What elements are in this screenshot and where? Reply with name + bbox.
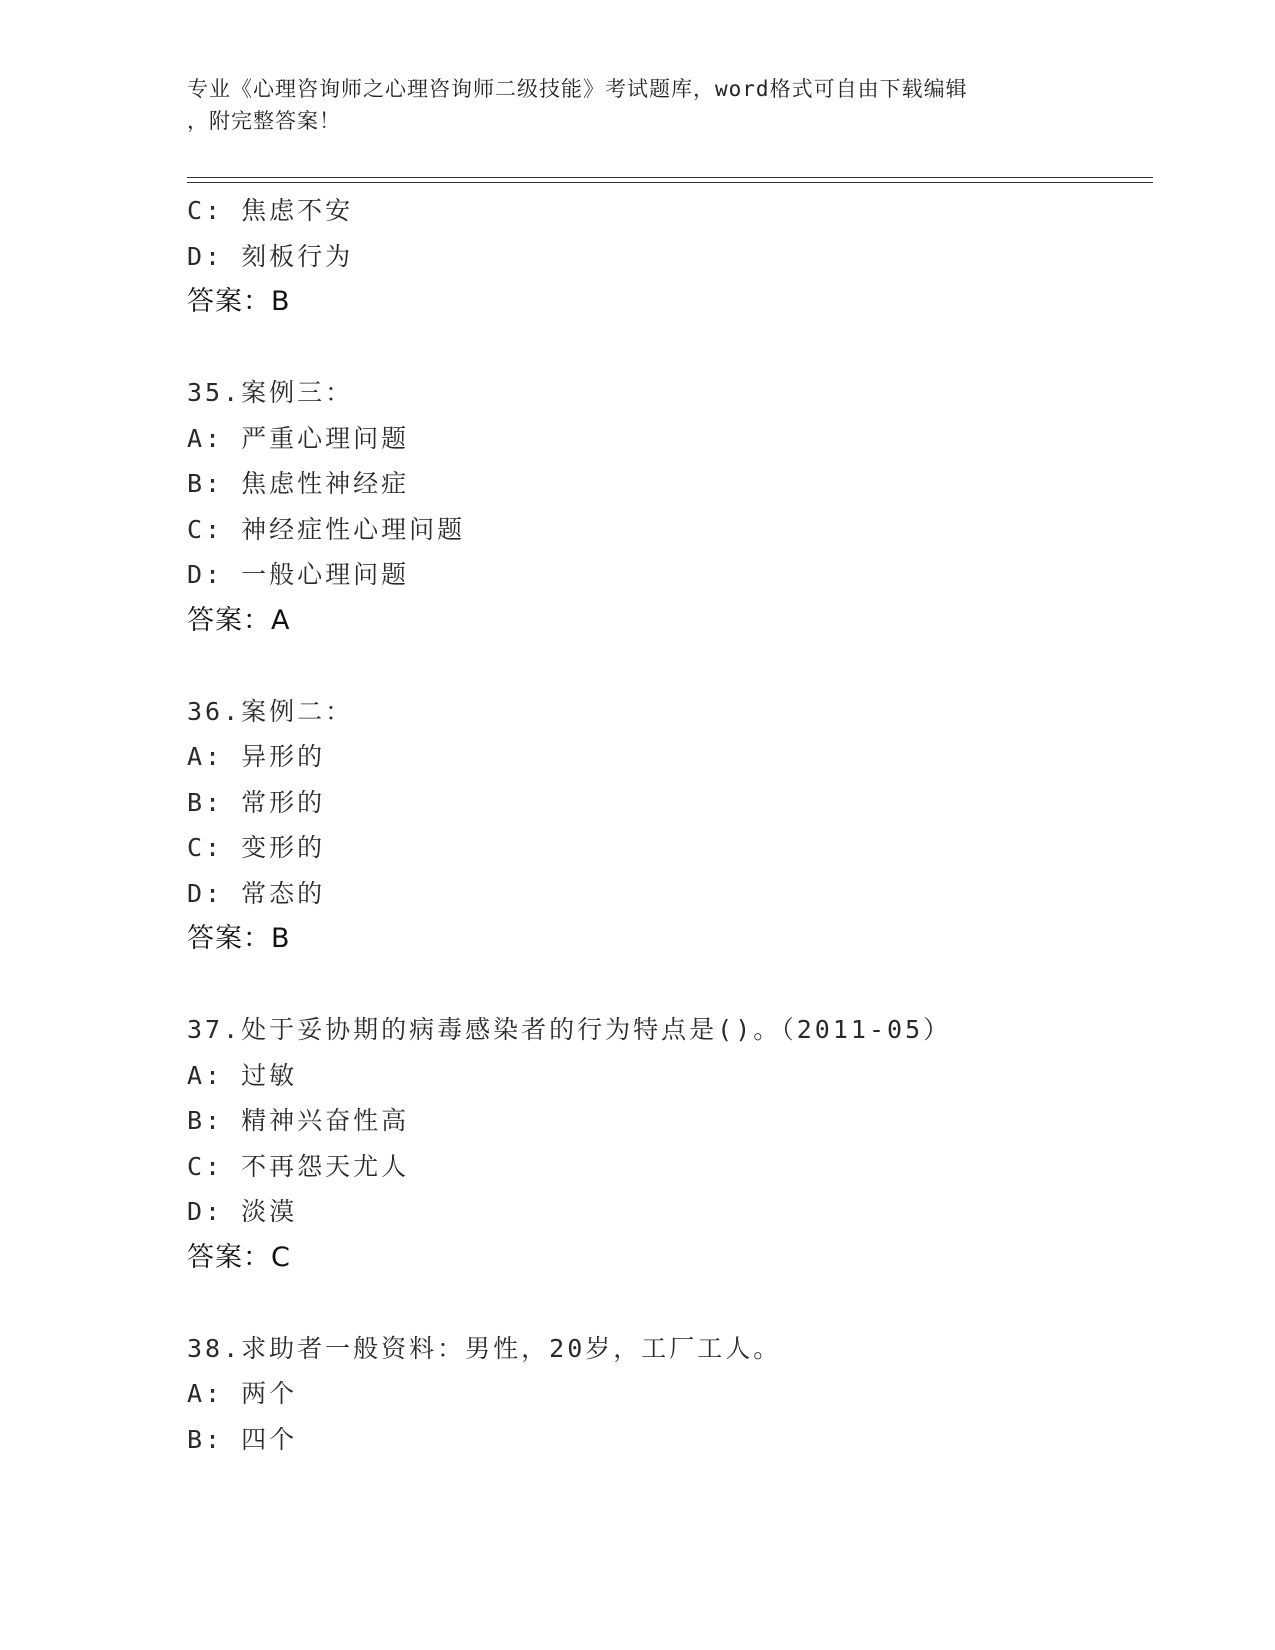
header-title-line-1: 专业《心理咨询师之心理咨询师二级技能》考试题库，word格式可自由下载编辑 [187, 77, 968, 101]
option-b: B: 精神兴奋性高 [187, 1106, 410, 1135]
option-d: D: 刻板行为 [187, 241, 354, 271]
header-divider-bottom [187, 182, 1153, 183]
option-c: C: 变形的 [187, 833, 326, 862]
document-header [187, 73, 1087, 137]
option-a: A: 严重心理问题 [187, 423, 410, 453]
header-title-line-2: ，附完整答案！ [187, 109, 341, 133]
option-d: D: 一般心理问题 [187, 560, 410, 589]
option-a: A: 异形的 [187, 742, 326, 771]
header-divider-top [187, 177, 1153, 178]
option-c: C: 神经症性心理问题 [187, 514, 466, 544]
question-38: 38.求助者一般资料：男性，20岁，工厂工人。 [187, 1333, 782, 1363]
option-d: D: 常态的 [187, 878, 326, 908]
spacer [187, 643, 1147, 689]
question-36: 36.案例二： [187, 696, 354, 726]
option-a: A: 两个 [187, 1379, 298, 1408]
option-c: C: 焦虑不安 [187, 196, 354, 225]
answer-line: 答案：A [187, 604, 291, 636]
option-c: C: 不再怨天尤人 [187, 1151, 410, 1181]
spacer [187, 325, 1147, 371]
question-list [187, 188, 1147, 1462]
option-b: B: 常形的 [187, 787, 326, 817]
option-a: A: 过敏 [187, 1060, 298, 1090]
answer-line: 答案：C [187, 1241, 291, 1273]
option-b: B: 四个 [187, 1424, 298, 1454]
spacer [187, 1280, 1147, 1326]
answer-line: 答案：B [187, 286, 291, 317]
option-d: D: 淡漠 [187, 1197, 298, 1226]
question-35: 35.案例三： [187, 378, 354, 407]
option-b: B: 焦虑性神经症 [187, 469, 410, 498]
spacer [187, 962, 1147, 1008]
answer-line: 答案：B [187, 923, 291, 954]
question-37: 37.处于妥协期的病毒感染者的行为特点是()。（2011-05） [187, 1015, 952, 1044]
